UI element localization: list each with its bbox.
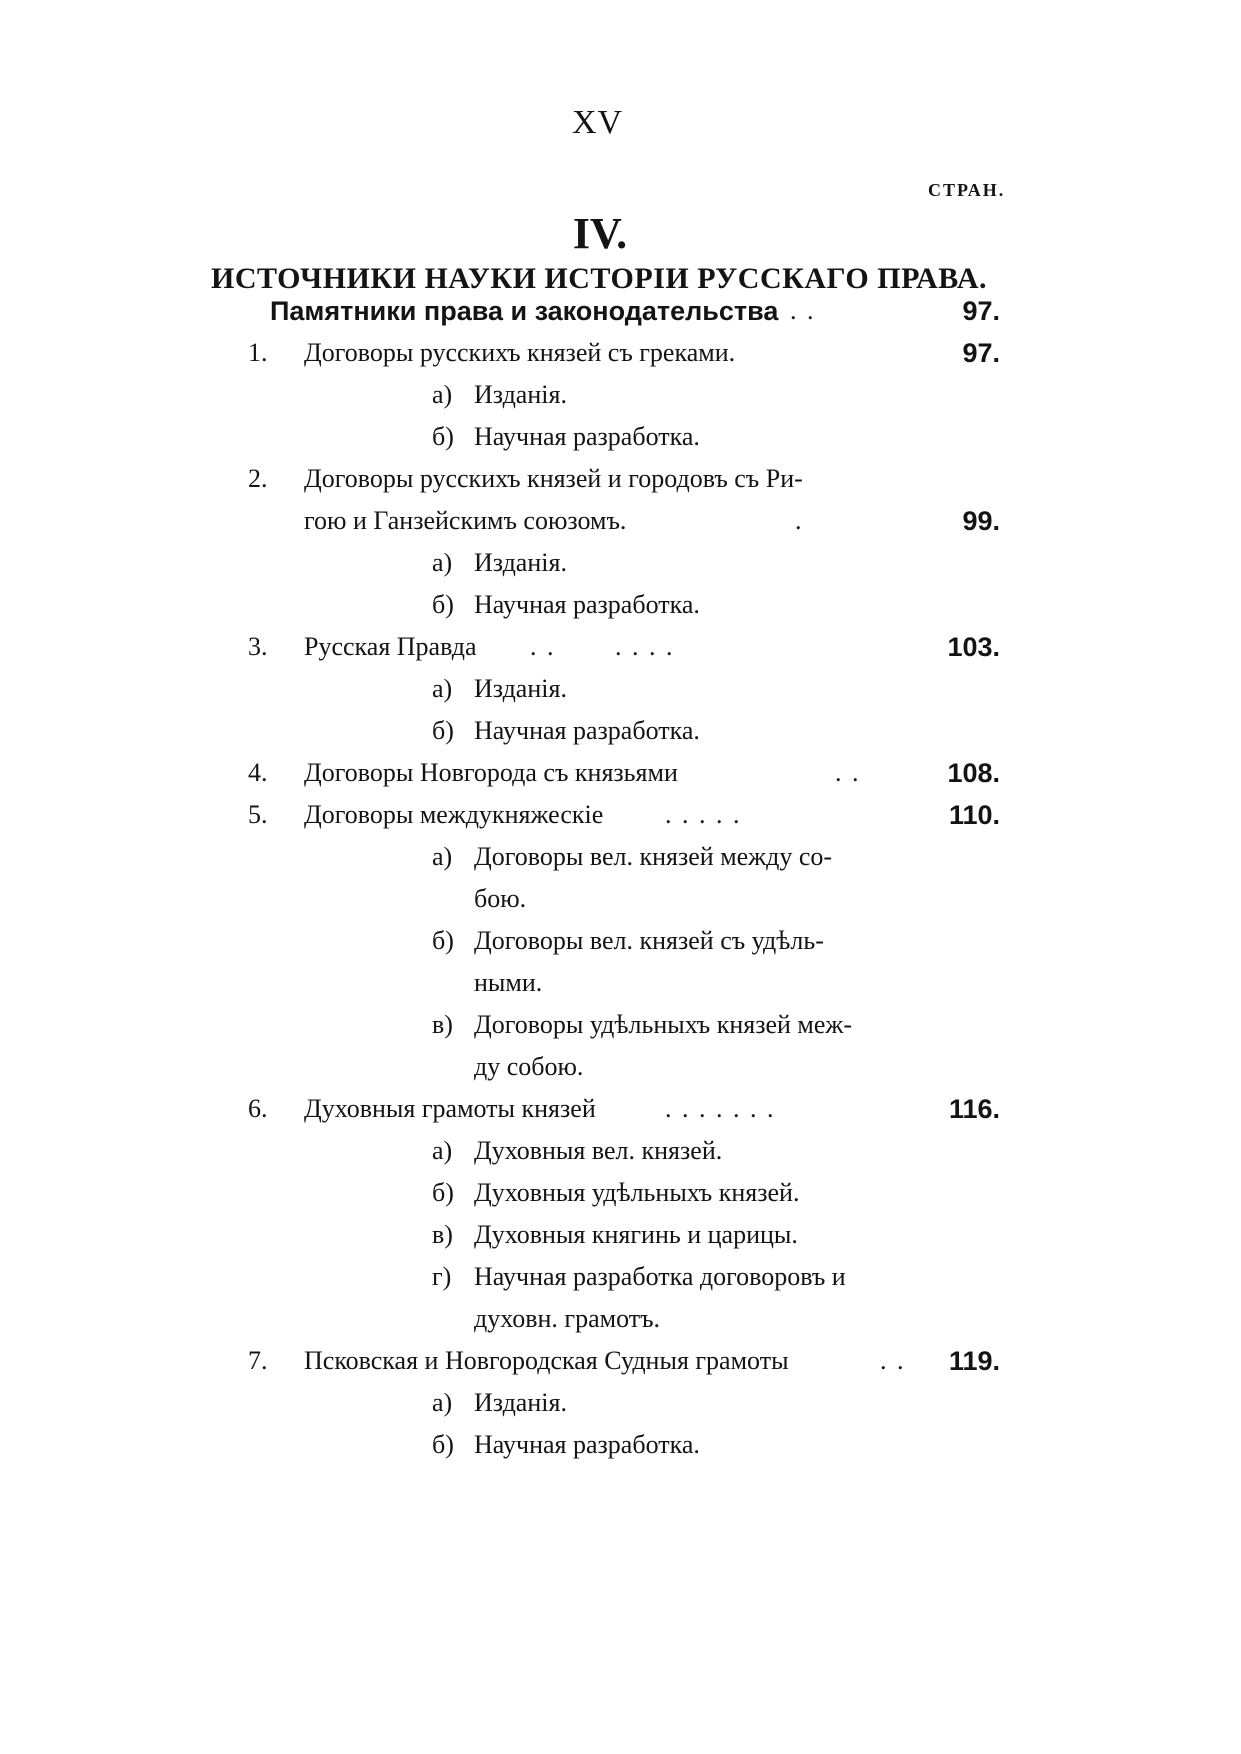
toc-subentry-text: ду собою. <box>474 1052 584 1081</box>
toc-entry-text: Псковская и Новгородская Судныя грамоты <box>304 1346 789 1375</box>
toc-subentry-letter: а) <box>432 1136 453 1165</box>
toc-leader: . . . . . <box>665 800 742 829</box>
toc-subentry <box>0 710 1241 752</box>
toc-page-number: 108. <box>947 758 1000 788</box>
toc-page-number: 116. <box>948 1094 1000 1124</box>
toc-subentry-text: Духовныя вел. князей. <box>474 1136 723 1165</box>
toc-subentry <box>0 920 1241 962</box>
toc-entry <box>0 794 1241 836</box>
toc-page-number: 103. <box>947 632 1000 662</box>
toc-subentry-continuation <box>0 1298 1241 1340</box>
toc-entry-text: гою и Ганзейскимъ союзомъ. <box>304 506 627 535</box>
toc-subentry-text: Изданiя. <box>474 1388 567 1417</box>
toc-entry-number: 1. <box>248 338 268 367</box>
toc-subentry-text: Духовныя княгинь и царицы. <box>474 1220 798 1249</box>
toc-page-number: 99. <box>962 506 1000 536</box>
toc-leader: . . . . . . . <box>665 1094 776 1123</box>
toc-subentry <box>0 374 1241 416</box>
page-number: XV <box>571 104 624 141</box>
toc-leader: . <box>795 506 804 535</box>
toc-entry <box>0 332 1241 374</box>
toc-subentry-text: Научная разработка. <box>474 716 700 745</box>
toc-section-title: Памятники права и законодательства <box>270 296 779 326</box>
toc-leader: . . <box>880 1346 906 1375</box>
toc-subentry-text: Договоры вел. князей между со- <box>474 842 833 871</box>
toc-subentry-text: ными. <box>474 968 543 997</box>
toc-subentry-continuation <box>0 962 1241 1004</box>
toc-subentry-letter: а) <box>432 674 453 703</box>
toc-subentry <box>0 1424 1241 1466</box>
toc-subentry-letter: в) <box>432 1010 453 1039</box>
toc-subentry-text: Изданiя. <box>474 380 567 409</box>
toc-subentry-letter: а) <box>432 1388 453 1417</box>
toc-subentry-letter: б) <box>432 422 454 451</box>
toc-subentry-letter: б) <box>432 926 454 955</box>
toc-entry-number: 2. <box>248 464 268 493</box>
toc-subentry-text: Научная разработка. <box>474 590 700 619</box>
toc-page-number: 97. <box>962 296 1000 326</box>
toc-subentry <box>0 1256 1241 1298</box>
page-column-header: СТРАН. <box>928 180 1006 200</box>
toc-subentry <box>0 416 1241 458</box>
toc-page-number: 119. <box>948 1346 1000 1376</box>
toc-subentry-letter: а) <box>432 548 453 577</box>
toc-leader: . . <box>790 296 816 325</box>
toc-subentry-letter: б) <box>432 1178 454 1207</box>
toc-subentry <box>0 1004 1241 1046</box>
toc-entry-text: Договоры русскихъ князей и городовъ съ Ри- <box>304 464 803 493</box>
toc-entry-number: 7. <box>248 1346 268 1375</box>
toc-entry-number: 4. <box>248 758 268 787</box>
toc-subentry-text: Научная разработка договоровъ и <box>474 1262 846 1291</box>
toc-entry <box>0 458 1241 500</box>
toc-entry-text: Духовныя грамоты князей <box>304 1094 596 1123</box>
toc-entry-text: Договоры русскихъ князей съ греками. <box>304 338 736 367</box>
toc-subentry-text: Духовныя удѣльныхъ князей. <box>474 1178 800 1207</box>
toc-subentry-letter: б) <box>432 1430 454 1459</box>
toc-subentry <box>0 1214 1241 1256</box>
toc-subentry <box>0 1172 1241 1214</box>
toc-subentry-text: Изданiя. <box>474 674 567 703</box>
toc-entry-text: Русская Правда <box>304 632 477 661</box>
toc-subentry-text: бою. <box>474 884 527 913</box>
toc-subentry-letter: а) <box>432 842 453 871</box>
toc-subentry-text: духовн. грамотъ. <box>474 1304 661 1333</box>
toc-entry <box>0 1088 1241 1130</box>
toc-subentry-letter: г) <box>432 1262 452 1291</box>
toc-leader: . . . . . . <box>530 632 675 661</box>
toc-page-number: 97. <box>962 338 1000 368</box>
toc-entry <box>0 626 1241 668</box>
toc-entry-continuation <box>0 500 1241 542</box>
toc-section <box>0 290 1241 332</box>
toc-entry-number: 6. <box>248 1094 268 1123</box>
toc-subentry-letter: а) <box>432 380 453 409</box>
toc-subentry-letter: б) <box>432 716 454 745</box>
toc-subentry-text: Договоры удѣльныхъ князей меж- <box>474 1010 853 1039</box>
toc-subentry-continuation <box>0 878 1241 920</box>
toc-subentry <box>0 1130 1241 1172</box>
toc-subentry-continuation <box>0 1046 1241 1088</box>
toc-subentry-text: Научная разработка. <box>474 422 700 451</box>
toc-subentry <box>0 1382 1241 1424</box>
toc-subentry <box>0 542 1241 584</box>
toc-page-number: 110. <box>948 800 1000 830</box>
part-number: IV. <box>572 209 628 258</box>
toc-entry-text: Договоры междукняжескiе <box>304 800 604 829</box>
toc-entry-number: 5. <box>248 800 268 829</box>
part-title: ИСТОЧНИКИ НАУКИ ИСТОРIИ РУССКАГО ПРАВА. <box>210 262 988 295</box>
toc-subentry <box>0 584 1241 626</box>
toc-subentry-text: Изданiя. <box>474 548 567 577</box>
toc-entry-text: Договоры Новгорода съ князьями <box>304 758 678 787</box>
toc-subentry-letter: в) <box>432 1220 453 1249</box>
toc-subentry-text: Научная разработка. <box>474 1430 700 1459</box>
toc-leader: . . <box>835 758 861 787</box>
toc-entry <box>0 752 1241 794</box>
toc-subentry-text: Договоры вел. князей съ удѣль- <box>474 926 824 955</box>
toc-subentry <box>0 668 1241 710</box>
toc-entry <box>0 1340 1241 1382</box>
toc-subentry <box>0 836 1241 878</box>
toc-subentry-letter: б) <box>432 590 454 619</box>
toc-entry-number: 3. <box>248 632 268 661</box>
